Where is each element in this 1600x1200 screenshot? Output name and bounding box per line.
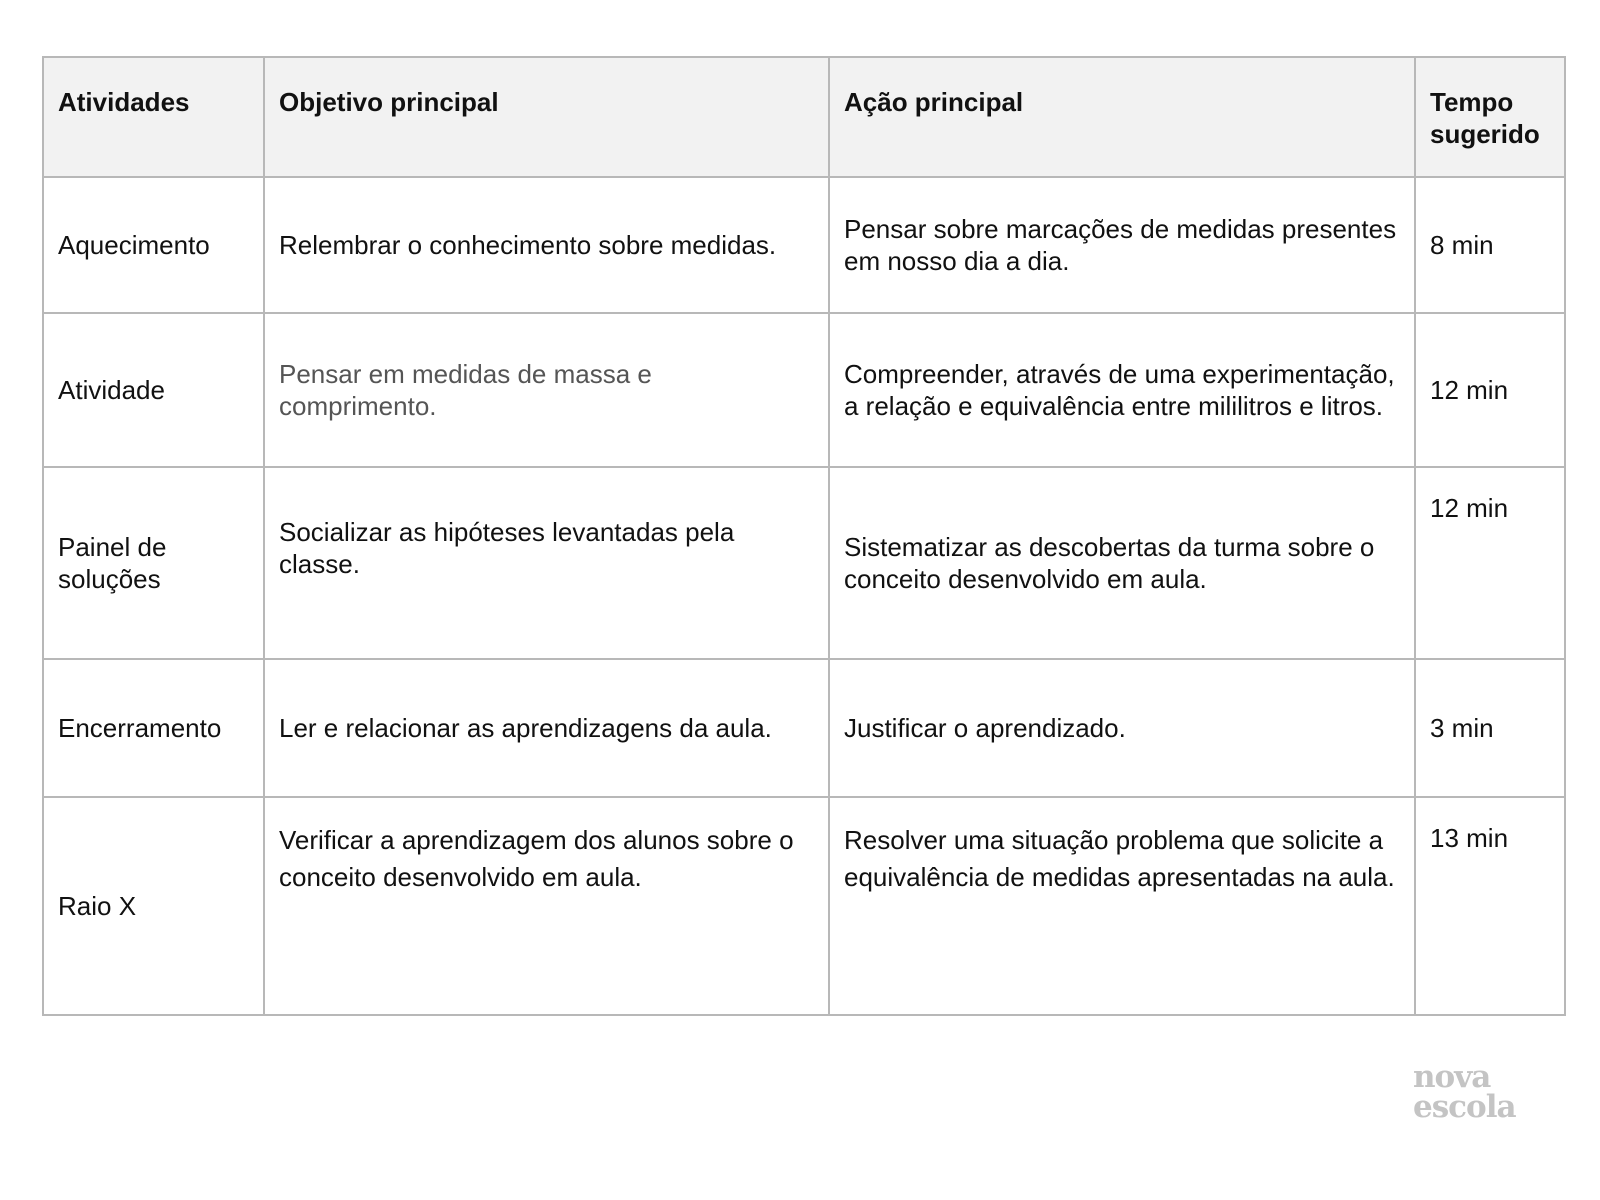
cell-atividade: Painel de soluções — [43, 467, 264, 659]
cell-atividade: Aquecimento — [43, 177, 264, 313]
cell-objetivo: Ler e relacionar as aprendizagens da aula. — [264, 659, 829, 797]
cell-acao: Sistematizar as descobertas da turma sobre o conceito desenvolvido em aula. — [829, 467, 1415, 659]
cell-objetivo: Pensar em medidas de massa e comprimento. — [264, 313, 829, 467]
cell-acao: Compreender, através de uma experimentação, a relação e equivalência entre mililitros e litros. — [829, 313, 1415, 467]
header-atividades: Atividades — [43, 57, 264, 177]
nova-escola-logo — [1413, 1059, 1516, 1125]
cell-tempo: 12 min — [1415, 313, 1565, 467]
cell-acao: Pensar sobre marcações de medidas presentes em nosso dia a dia. — [829, 177, 1415, 313]
cell-objetivo: Socializar as hipóteses levantadas pela classe. — [264, 467, 829, 659]
header-objetivo: Objetivo principal — [264, 57, 829, 177]
table-row — [43, 659, 1565, 797]
lesson-plan-table — [42, 56, 1566, 1016]
cell-tempo: 8 min — [1415, 177, 1565, 313]
table-row — [43, 797, 1565, 1015]
cell-tempo: 3 min — [1415, 659, 1565, 797]
cell-tempo: 13 min — [1415, 797, 1565, 1015]
cell-atividade: Raio X — [43, 797, 264, 1015]
cell-atividade: Atividade — [43, 313, 264, 467]
table-row — [43, 177, 1565, 313]
cell-objetivo: Verificar a aprendizagem dos alunos sobre o conceito desenvolvido em aula. — [264, 797, 829, 1015]
cell-acao: Resolver uma situação problema que solicite a equivalência de medidas apresentadas na aula. — [829, 797, 1415, 1015]
cell-objetivo: Relembrar o conhecimento sobre medidas. — [264, 177, 829, 313]
header-acao: Ação principal — [829, 57, 1415, 177]
header-tempo: Tempo sugerido — [1415, 57, 1565, 177]
logo-line-nova: nova — [1413, 1059, 1491, 1095]
table-row — [43, 467, 1565, 659]
table-row — [43, 313, 1565, 467]
cell-atividade: Encerramento — [43, 659, 264, 797]
cell-tempo: 12 min — [1415, 467, 1565, 659]
header-row — [43, 57, 1565, 177]
cell-acao: Justificar o aprendizado. — [829, 659, 1415, 797]
logo-line-escola: escola — [1413, 1089, 1516, 1125]
